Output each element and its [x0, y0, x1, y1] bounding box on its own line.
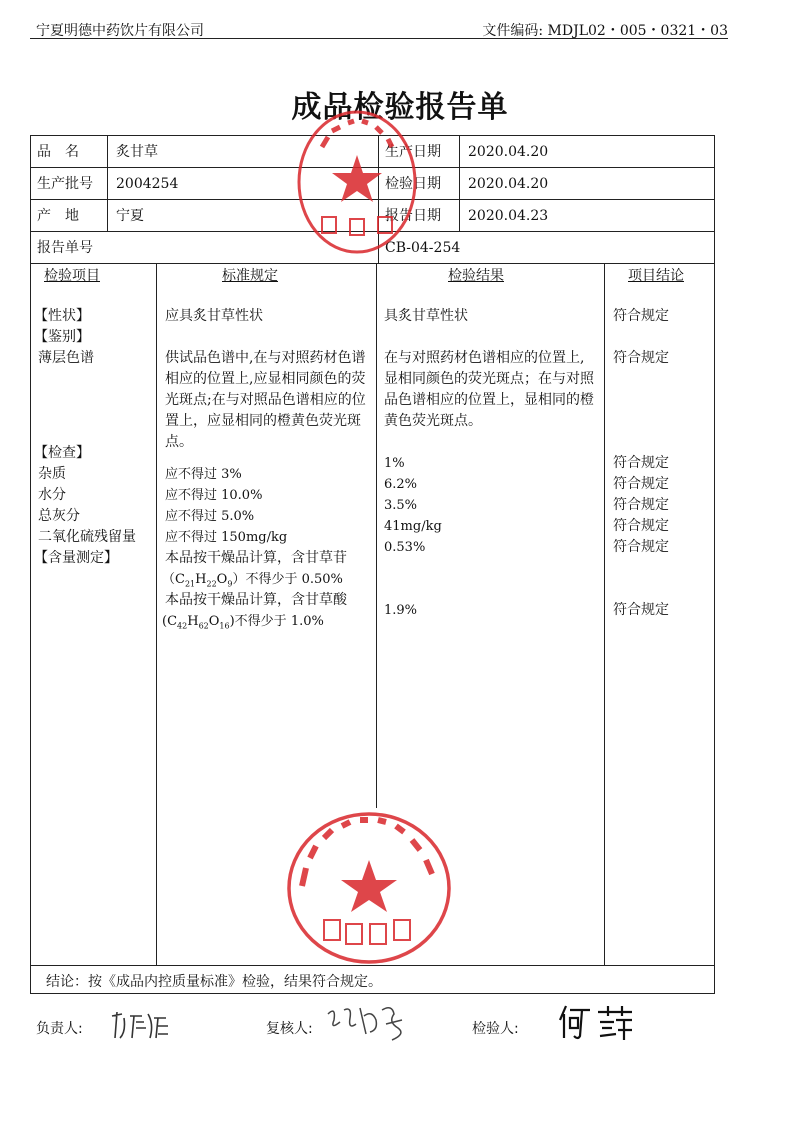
quality-seal-bottom — [284, 808, 454, 968]
product-value: 炙甘草 — [116, 144, 158, 160]
std-tlc-line5: 点。 — [165, 434, 193, 450]
report-date-label: 报告日期 — [385, 208, 441, 224]
report-title: 成品检验报告单 — [291, 90, 509, 125]
quality-seal-top — [292, 107, 422, 257]
batch-value: 2004254 — [116, 176, 179, 192]
report-no-label: 报告单号 — [37, 240, 93, 256]
res-zazhi: 1% — [384, 456, 405, 471]
std-tlc-line1: 供试品色谱中,在与对照药材色谱 — [165, 350, 366, 366]
std-xingzhuang: 应具炙甘草性状 — [165, 308, 263, 324]
col-header-result: 检验结果 — [448, 268, 504, 284]
col-header-standard: 标准规定 — [222, 268, 278, 284]
con-gancaogan: 符合规定 — [613, 539, 669, 555]
con-gancaosuan: 符合规定 — [613, 602, 669, 618]
res-tlc-line1: 在与对照药材色谱相应的位置上, — [384, 350, 585, 366]
con-tlc: 符合规定 — [613, 350, 669, 366]
std-shuifen: 应不得过 10.0% — [165, 488, 263, 503]
res-xingzhuang: 具炙甘草性状 — [384, 308, 468, 324]
test-date-value: 2020.04.20 — [468, 176, 549, 192]
col-header-item: 检验项目 — [44, 268, 100, 284]
res-so2: 41mg/kg — [384, 519, 442, 534]
production-date-label: 生产日期 — [385, 144, 441, 160]
std-gancaosuan-line2: $(C_{42}H_{62}O_{16})$不得少于 1.0% — [162, 614, 324, 631]
batch-label: 生产批号 — [37, 176, 93, 192]
test-date-label: 检验日期 — [385, 176, 441, 192]
con-zonghui: 符合规定 — [613, 497, 669, 513]
origin-label: 产 地 — [37, 208, 79, 224]
item-xingzhuang: 【性状】 — [34, 308, 90, 324]
res-zonghui: 3.5% — [384, 498, 418, 513]
std-gancaogan-line2: $(C_{21}H_{22}O_9)$不得少于 0.50% — [162, 572, 343, 589]
std-tlc-line3: 光斑点;在与对照品色谱相应的位 — [165, 392, 366, 408]
product-label: 品 名 — [37, 144, 79, 160]
report-date-value: 2020.04.23 — [468, 208, 549, 224]
origin-value: 宁夏 — [116, 208, 144, 224]
col-header-conclusion: 项目结论 — [628, 268, 684, 284]
inspector-signature — [556, 1002, 636, 1042]
item-shuifen: 水分 — [38, 487, 66, 503]
report-no-value: CB-04-254 — [385, 240, 461, 256]
res-tlc-line3: 品色谱相应的位置上，显相同的橙 — [384, 392, 594, 408]
reviewer-label: 复核人: — [266, 1021, 313, 1037]
std-gancaosuan-line1: 本品按干燥品计算，含甘草酸 — [165, 592, 347, 608]
con-xingzhuang: 符合规定 — [613, 308, 669, 324]
inspector-label: 检验人: — [472, 1021, 519, 1037]
item-jianbie: 【鉴别】 — [34, 329, 90, 345]
item-zazhi: 杂质 — [38, 466, 66, 482]
res-tlc-line4: 黄色荧光斑点。 — [384, 413, 482, 429]
std-gancaogan-line1: 本品按干燥品计算，含甘草苷 — [165, 550, 347, 566]
page-header — [30, 0, 728, 39]
responsible-signature — [108, 1008, 172, 1042]
std-zonghui: 应不得过 5.0% — [165, 509, 255, 524]
conclusion-text: 结论：按《成品内控质量标准》检验，结果符合规定。 — [46, 974, 382, 990]
document-number: 文件编码: MDJL02・005・0321・03 — [482, 23, 728, 39]
std-tlc-line2: 相应的位置上,应显相同颜色的荧 — [165, 371, 366, 387]
con-zazhi: 符合规定 — [613, 455, 669, 471]
reviewer-signature — [322, 1000, 412, 1044]
res-gancaosuan: 1.9% — [384, 603, 418, 618]
std-zazhi: 应不得过 3% — [165, 467, 242, 482]
std-so2: 应不得过 150mg/kg — [165, 530, 288, 545]
item-so2: 二氧化硫残留量 — [38, 529, 136, 545]
res-gancaogan: 0.53% — [384, 540, 426, 555]
item-tlc: 薄层色谱 — [38, 350, 94, 366]
responsible-label: 负责人: — [36, 1021, 83, 1037]
item-zonghui: 总灰分 — [38, 508, 80, 524]
company-name: 宁夏明德中药饮片有限公司 — [36, 23, 204, 39]
item-hanliang: 【含量测定】 — [34, 550, 118, 566]
production-date-value: 2020.04.20 — [468, 144, 549, 160]
res-shuifen: 6.2% — [384, 477, 418, 492]
res-tlc-line2: 显相同颜色的荧光斑点；在与对照 — [384, 371, 594, 387]
item-jiancha: 【检查】 — [34, 445, 90, 461]
std-tlc-line4: 置上，应显相同的橙黄色荧光斑 — [165, 413, 361, 429]
con-so2: 符合规定 — [613, 518, 669, 534]
con-shuifen: 符合规定 — [613, 476, 669, 492]
